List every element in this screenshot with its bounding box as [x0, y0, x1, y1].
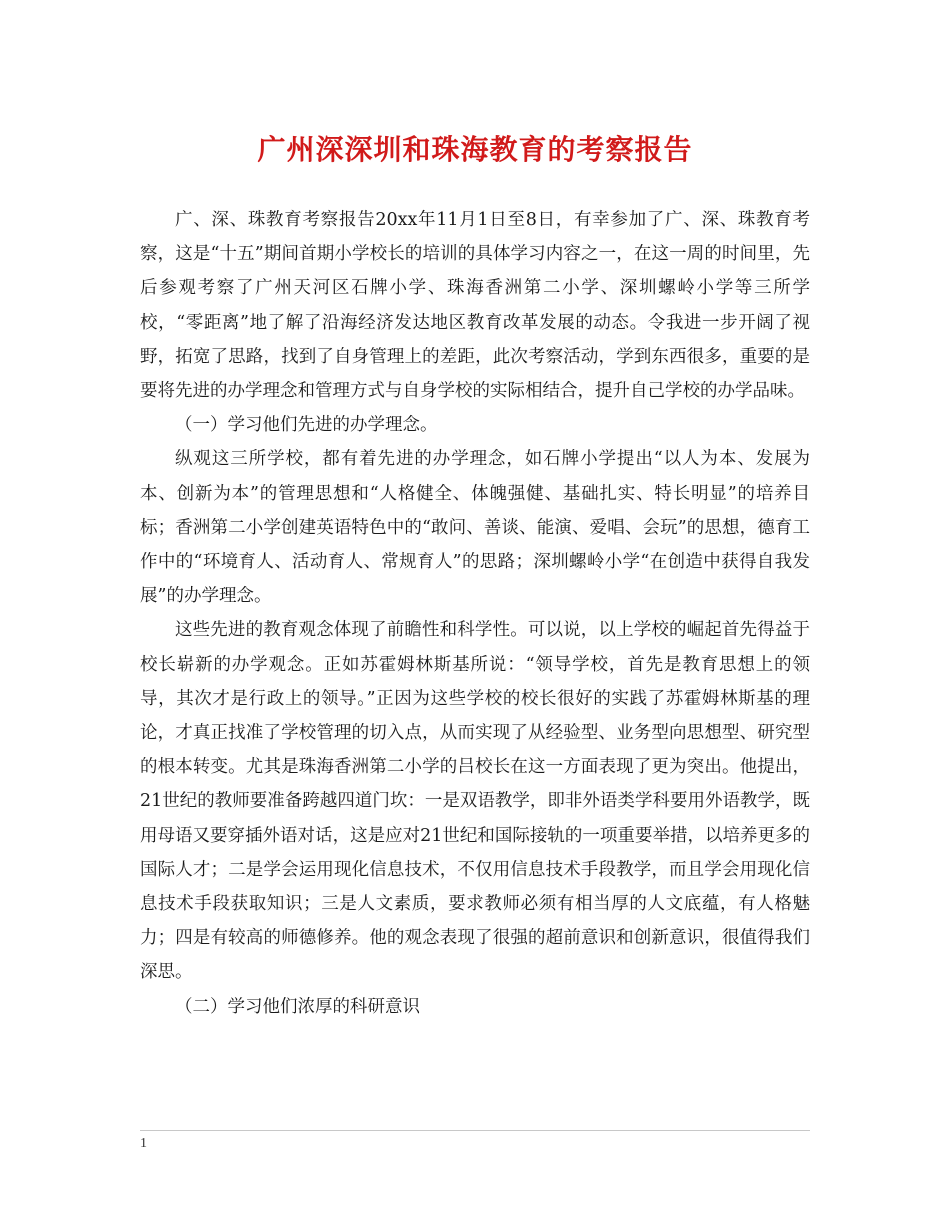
- paragraph-intro: 广、深、珠教育考察报告20xx年11月1日至8日，有幸参加了广、深、珠教育考察，这是“十五”期间首期小学校长的培训的具体学习内容之一，在这一周的时间里，先后参观考察了广州天河区石牌小学、珠海香洲第二小学、深圳螺岭小学等三所学校，“零距离”地了解了沿海经济发达地区教育改革发展的动态。令我进一步开阔了视野，拓宽了思路，找到了自身管理上的差距，此次考察活动，学到东西很多，重要的是要将先进的办学理念和管理方式与自身学校的实际相结合，提升自己学校的办学品味。: [140, 210, 810, 402]
- paragraph-philosophy: 纵观这三所学校，都有着先进的办学理念，如石牌小学提出“以人为本、发展为本、创新为本”的管理思想和“人格健全、体魄强健、基础扎实、特长明显”的培养目标；香洲第二小学创建英语特色中的“敢问、善谈、能演、爱唱、会玩”的思想，德育工作中的“环境育人、活动育人、常规育人”的思路；深圳螺岭小学“在创造中获得自我发展”的办学理念。: [140, 449, 810, 607]
- paragraph-analysis: 这些先进的教育观念体现了前瞻性和科学性。可以说，以上学校的崛起首先得益于校长崭新的办学观念。正如苏霍姆林斯基所说：“领导学校，首先是教育思想上的领导，其次才是行政上的领导。”正因为这些学校的校长很好的实践了苏霍姆林斯基的理论，才真正找准了学校管理的切入点，从而实现了从经验型、业务型向思想型、研究型的根本转变。尤其是珠海香洲第二小学的吕校长在这一方面表现了更为突出。他提出，21世纪的教师要准备跨越四道门坎：一是双语教学，即非外语类学科要用外语教学，既用母语又要穿插外语对话，这是应对21世纪和国际接轨的一项重要举措，以培养更多的国际人才；二是学会运用现化信息技术，不仅用信息技术手段教学，而且学会用现化信息技术手段获取知识；三是人文素质，要求教师必须有相当厚的人文底蕴，有人格魅力；四是有较高的师德修养。他的观念表现了很强的超前意识和创新意识，很值得我们深思。: [140, 620, 810, 983]
- document-body: [140, 203, 810, 1024]
- footer-divider: [140, 1130, 810, 1131]
- section-heading-1: （一）学习他们先进的办学理念。: [175, 415, 438, 436]
- document-title: 广州深深圳和珠海教育的考察报告: [257, 133, 693, 166]
- section-heading-2: （二）学习他们浓厚的科研意识: [175, 996, 420, 1017]
- page-number: 1: [140, 1136, 147, 1151]
